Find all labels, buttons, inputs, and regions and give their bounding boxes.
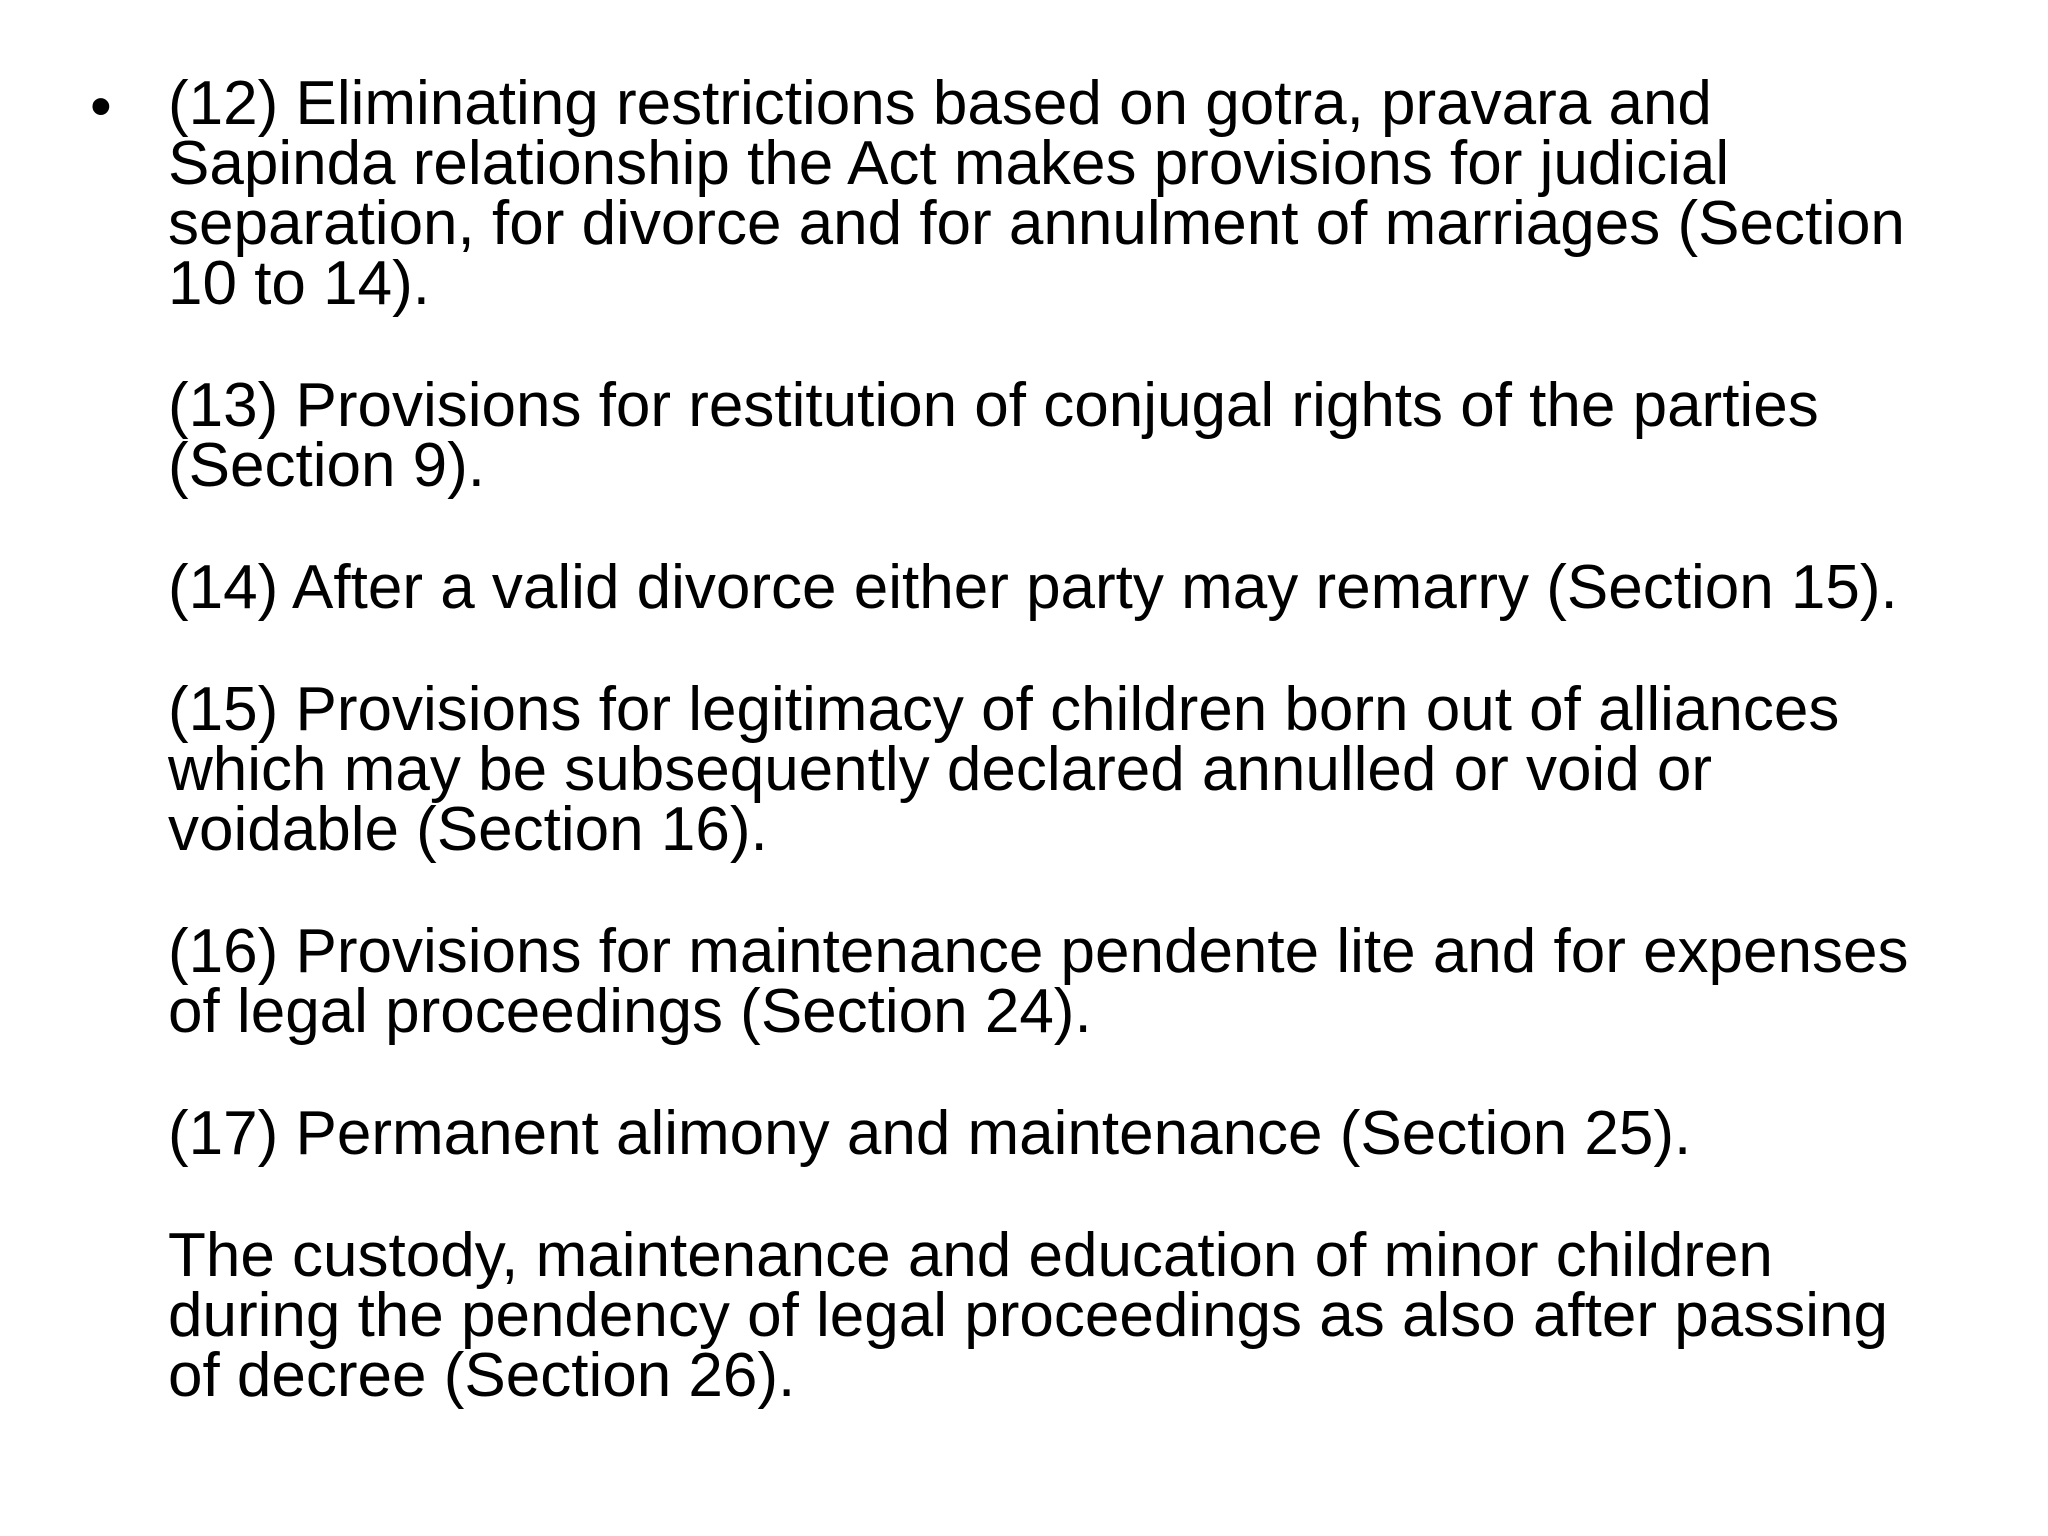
paragraph-gap (168, 496, 1998, 558)
provision-13 (168, 371, 1998, 500)
text-line: of decree (Section 26). (168, 1341, 796, 1410)
text-line: (Section 9). (168, 431, 486, 500)
provision-16 (168, 917, 1998, 1046)
bullet-marker: • (90, 72, 112, 141)
paragraph-gap (168, 860, 1998, 922)
text-line: which may be subsequently declared annulled or void or (168, 735, 1713, 804)
text-line: (17) Permanent alimony and maintenance (Section 25). (168, 1099, 1692, 1168)
text-line: (14) After a valid divorce either party may remarry (Section 15). (168, 553, 1898, 622)
paragraph-gap (168, 618, 1998, 680)
provision-17 (168, 1099, 1998, 1168)
text-line: (13) Provisions for restitution of conjugal rights of the parties (168, 371, 1819, 440)
text-line: The custody, maintenance and education of minor children (168, 1221, 1773, 1290)
text-line: 10 to 14). (168, 249, 430, 318)
text-line: of legal proceedings (Section 24). (168, 977, 1092, 1046)
custody-provision (168, 1221, 1998, 1410)
paragraph-gap (168, 1042, 1998, 1104)
paragraph-gap (168, 1164, 1998, 1226)
provision-14 (168, 553, 1998, 622)
text-line: (12) Eliminating restrictions based on gotra, pravara and (168, 69, 1712, 138)
paragraph-gap (168, 314, 1998, 376)
text-line: during the pendency of legal proceedings as also after passing (168, 1281, 1888, 1350)
provision-12 (168, 69, 1998, 318)
text-line: (15) Provisions for legitimacy of children born out of alliances (168, 675, 1840, 744)
text-line: (16) Provisions for maintenance pendente lite and for expenses (168, 917, 1909, 986)
text-line: Sapinda relationship the Act makes provisions for judicial (168, 129, 1730, 198)
provision-15 (168, 675, 1998, 864)
text-line: voidable (Section 16). (168, 795, 768, 864)
text-line: separation, for divorce and for annulment of marriages (Section (168, 189, 1905, 258)
slide-content (168, 69, 1998, 1410)
